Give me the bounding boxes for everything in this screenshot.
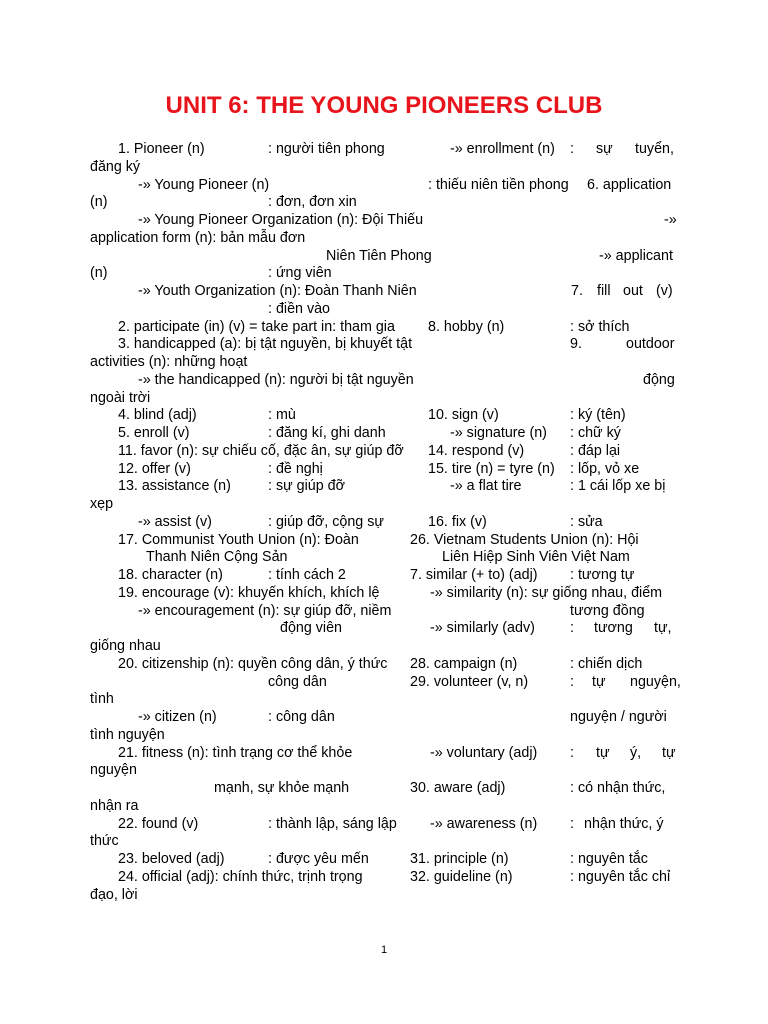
text-segment: -» similarly (adv) xyxy=(430,620,535,637)
text-line xyxy=(90,851,678,869)
text-line xyxy=(90,390,678,408)
text-segment: -» assist (v) xyxy=(138,513,212,530)
text-line xyxy=(90,691,678,709)
text-segment: công dân xyxy=(268,673,327,690)
text-segment: : đăng kí, ghi danh xyxy=(268,425,386,441)
text-segment: -» a flat tire xyxy=(450,478,522,495)
text-line xyxy=(90,283,678,301)
text-line xyxy=(90,869,678,887)
text-segment: 14. respond (v) xyxy=(428,442,525,459)
text-segment: : 1 cái lốp xe bị xyxy=(570,478,666,495)
text-segment: : sửa xyxy=(570,513,603,530)
text-segment: 4. blind (adj) xyxy=(118,407,197,424)
text-segment: 26. Vietnam Students Union (n): Hội xyxy=(410,531,639,548)
text-segment: 16. fix (v) xyxy=(428,513,487,530)
text-line xyxy=(90,425,678,443)
text-segment: tình xyxy=(90,691,114,708)
text-segment: : thiếu niên tiền phong xyxy=(428,176,569,193)
text-segment: ngoài trời xyxy=(90,389,151,406)
text-segment: 31. principle (n) xyxy=(410,851,509,867)
text-segment: -» Young Pioneer Organization (n): Đội Thiếu xyxy=(138,212,424,228)
text-segment: 29. volunteer (v, n) xyxy=(410,673,529,690)
text-segment: : lốp, vỏ xe xyxy=(570,460,640,477)
text-segment: tự xyxy=(596,744,610,761)
text-segment: out xyxy=(623,283,643,299)
text-line xyxy=(90,549,678,567)
text-segment: 12. offer (v) xyxy=(118,460,191,477)
text-segment: : sở thích xyxy=(570,318,630,335)
text-line xyxy=(90,673,681,692)
text-segment: (n) xyxy=(90,265,108,282)
vocabulary-list xyxy=(90,141,681,904)
text-line xyxy=(90,407,678,425)
text-segment: : xyxy=(570,744,574,761)
text-segment: 5. enroll (v) xyxy=(118,425,190,441)
text-segment: đăng ký xyxy=(90,158,141,175)
text-line xyxy=(90,798,678,816)
text-segment: : ứng viên xyxy=(268,265,332,282)
text-segment: tự xyxy=(592,673,606,690)
text-segment: 32. guideline (n) xyxy=(410,868,513,885)
text-line xyxy=(90,301,678,319)
text-segment: : sự giúp đỡ xyxy=(268,478,345,495)
text-line xyxy=(90,780,678,798)
text-segment: tương xyxy=(594,620,633,637)
text-segment: Liên Hiệp Sinh Viên Việt Nam xyxy=(442,549,630,566)
text-segment: đạo, lời xyxy=(90,886,138,903)
text-segment: 17. Communist Youth Union (n): Đoàn xyxy=(118,531,359,548)
text-segment: nhận ra xyxy=(90,797,139,814)
text-line xyxy=(90,727,678,745)
text-segment: : đáp lại xyxy=(570,442,621,459)
page-title: UNIT 6: THE YOUNG PIONEERS CLUB xyxy=(165,92,603,119)
text-segment: : được yêu mến xyxy=(268,851,369,867)
text-line xyxy=(90,656,678,674)
text-segment: : tương tự xyxy=(570,567,635,583)
text-line xyxy=(90,372,678,390)
text-segment: mạnh, sự khỏe mạnh xyxy=(214,780,350,796)
text-segment: : đề nghị xyxy=(268,460,323,477)
text-segment: -» Young Pioneer (n) xyxy=(138,176,270,193)
text-line xyxy=(90,177,678,195)
text-segment: nguyện xyxy=(90,762,137,779)
text-segment: : xyxy=(570,141,574,157)
text-line xyxy=(90,496,678,514)
text-segment: -» applicant xyxy=(599,247,673,264)
text-segment: 11. favor (n): sự chiếu cố, đặc ân, sự giúp đỡ xyxy=(118,442,404,459)
text-segment: : tính cách 2 xyxy=(268,567,346,583)
text-segment: -» signature (n) xyxy=(450,425,547,441)
text-segment: : ký (tên) xyxy=(570,407,626,424)
text-segment: tự, xyxy=(654,620,672,637)
text-line xyxy=(90,603,678,621)
text-segment: -» xyxy=(664,212,677,228)
text-segment: 28. campaign (n) xyxy=(410,655,518,672)
text-line xyxy=(90,194,678,212)
text-segment: Niên Tiên Phong xyxy=(326,247,432,264)
text-line xyxy=(90,141,678,159)
page-number: 1 xyxy=(380,944,388,956)
text-segment: 15. tire (n) = tyre (n) xyxy=(428,460,555,477)
text-line xyxy=(90,567,678,585)
text-line xyxy=(90,354,678,372)
text-segment: -» similarity (n): sự giống nhau, điểm xyxy=(430,584,663,601)
text-segment: 18. character (n) xyxy=(118,567,223,583)
text-line xyxy=(90,709,678,727)
text-segment: 20. citizenship (n): quyền công dân, ý thức xyxy=(118,655,388,672)
text-segment: ý, xyxy=(630,744,642,761)
text-line xyxy=(90,620,678,638)
text-segment: động xyxy=(643,371,675,388)
text-segment: 6. application xyxy=(587,176,672,193)
text-segment: : có nhận thức, xyxy=(570,780,666,796)
text-segment: outdoor xyxy=(626,336,675,353)
text-line xyxy=(90,514,678,532)
text-line xyxy=(90,745,678,763)
text-segment: (v) xyxy=(656,283,673,299)
text-line xyxy=(90,159,678,177)
text-line xyxy=(90,816,678,834)
text-segment: giống nhau xyxy=(90,638,161,654)
text-segment: : nguyên tắc xyxy=(570,851,648,867)
text-segment: 1. Pioneer (n) xyxy=(118,141,205,157)
text-segment: : nguyên tắc chỉ xyxy=(570,868,671,885)
text-segment: : xyxy=(570,673,574,690)
text-segment: : xyxy=(570,815,574,832)
text-segment: tuyển, xyxy=(635,141,674,157)
text-segment: : giúp đỡ, cộng sự xyxy=(268,513,384,530)
text-line xyxy=(90,833,678,851)
text-segment: -» enrollment (n) xyxy=(450,141,555,157)
text-segment: nguyện / người xyxy=(570,709,667,725)
text-segment: -» voluntary (adj) xyxy=(430,744,538,761)
text-line xyxy=(90,212,678,230)
text-segment: nguyện, xyxy=(630,673,681,690)
text-segment: : chữ ký xyxy=(570,425,621,441)
text-segment: -» encouragement (n): sự giúp đỡ, niềm xyxy=(138,602,392,619)
text-line xyxy=(90,532,678,550)
text-segment: : xyxy=(570,620,574,637)
text-segment: xẹp xyxy=(90,496,114,512)
text-segment: 24. official (adj): chính thức, trịnh trọng xyxy=(118,868,363,885)
text-segment: -» Youth Organization (n): Đoàn Thanh Niên xyxy=(138,283,417,299)
text-segment: Thanh Niên Cộng Sản xyxy=(146,549,288,566)
text-segment: tự xyxy=(662,744,676,761)
text-line xyxy=(90,638,678,656)
text-segment: 7. similar (+ to) (adj) xyxy=(410,567,538,583)
text-segment: 13. assistance (n) xyxy=(118,478,231,495)
text-segment: (n) xyxy=(90,194,108,211)
text-segment: tương đồng xyxy=(570,602,645,619)
text-line xyxy=(90,319,678,337)
text-segment: 8. hobby (n) xyxy=(428,318,505,335)
text-segment: nhận thức, ý xyxy=(584,815,664,832)
text-segment: thức xyxy=(90,833,119,850)
text-segment: 9. xyxy=(570,336,582,353)
text-segment: 10. sign (v) xyxy=(428,407,499,424)
text-segment: -» awareness (n) xyxy=(430,815,538,832)
text-segment: 22. found (v) xyxy=(118,815,199,832)
text-segment: 7. xyxy=(571,283,583,299)
text-line xyxy=(90,478,678,496)
text-segment: 21. fitness (n): tình trạng cơ thể khỏe xyxy=(118,744,353,761)
text-line xyxy=(90,443,678,461)
text-segment: sự xyxy=(596,141,613,157)
text-segment: : người tiên phong xyxy=(268,141,385,157)
text-segment: activities (n): những hoạt xyxy=(90,354,248,370)
text-segment: : chiến dịch xyxy=(570,655,643,672)
text-segment: 30. aware (adj) xyxy=(410,780,506,796)
text-segment: : điền vào xyxy=(268,300,330,317)
text-segment: động viên xyxy=(280,620,343,637)
text-segment: -» the handicapped (n): người bị tật nguyền xyxy=(138,371,414,388)
text-segment: 23. beloved (adj) xyxy=(118,851,225,867)
text-segment: tình nguyện xyxy=(90,726,165,743)
text-line xyxy=(90,248,678,266)
text-line xyxy=(90,461,678,479)
text-segment: application form (n): bản mẫu đơn xyxy=(90,229,306,246)
text-segment: -» citizen (n) xyxy=(138,709,217,725)
text-segment: 3. handicapped (a): bị tật nguyền, bị khuyết tật xyxy=(118,336,413,353)
text-segment: 19. encourage (v): khuyến khích, khích lệ xyxy=(118,584,380,601)
text-line xyxy=(90,336,678,354)
text-segment: : mù xyxy=(268,407,296,424)
text-segment: 2. participate (in) (v) = take part in: tham gia xyxy=(118,318,395,335)
text-segment: : công dân xyxy=(268,709,335,725)
text-segment: fill xyxy=(597,283,611,299)
text-segment: : thành lập, sáng lập xyxy=(268,815,397,832)
text-line xyxy=(90,762,678,780)
text-line xyxy=(90,230,678,248)
text-line xyxy=(90,265,678,283)
text-line xyxy=(90,585,678,603)
text-segment: : đơn, đơn xin xyxy=(268,194,357,211)
text-line xyxy=(90,887,678,905)
